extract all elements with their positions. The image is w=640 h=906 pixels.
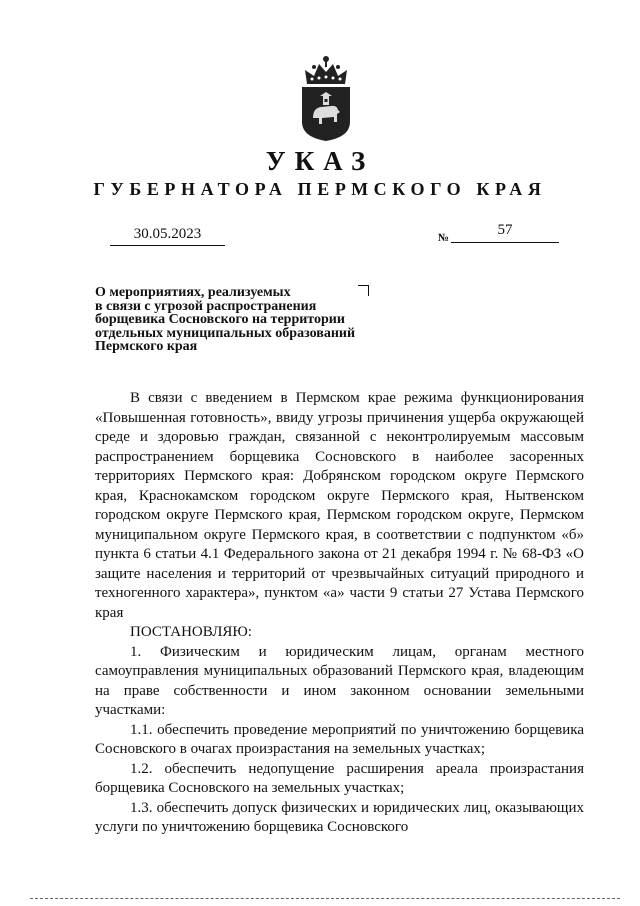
number-value: 57 (497, 222, 513, 238)
subject-line: О мероприятиях, реализуемых (95, 285, 291, 300)
decree-body (95, 389, 584, 838)
decree-number (451, 222, 559, 243)
clause-1-2: 1.2. обеспечить недопущение расширения ареала произрастания борщевика Сосновского на земельных участках; (95, 760, 584, 796)
clause-1-1: 1.1. обеспечить проведение мероприятий по уничтожению борщевика Сосновского в очагах произрастания на земельных участках; (95, 721, 584, 757)
page-bottom-edge (30, 898, 620, 899)
date-underline (110, 245, 225, 246)
number-underline (451, 242, 559, 243)
decree-title: УКАЗ (265, 146, 375, 176)
perm-krai-coat-of-arms-icon (297, 52, 355, 142)
decree-date (110, 226, 225, 246)
clause-1-3: 1.3. обеспечить допуск физических и юридических лиц, оказывающих услуги по уничтожению борщевика Сосновского (95, 799, 584, 835)
preamble-paragraph: В связи с введением в Пермском крае режима функционирования «Повышенная готовность», ввиду угрозы причинения ущерба окружающей среде и здоровью граждан, связанной с неконтролируемым массовым распространением борщевика Сосновского в наиболее засоренных территориях Пермского края: Добрянском городском округе Пермского края, Краснокамском городском округе Пермского края, Нытвенском городском округе Пермского края, Пермском городском округе, Пермском муниципальном округе Пермского края, в соответствии с подпунктом «б» пункта 6 статьи 4.1 Федерального закона от 21 декабря 1994 г. № 68-ФЗ «О защите населения и территорий от чрезвычайных ситуаций природного и техногенного характера», пунктом «а» части 9 статьи 27 Устава Пермского края (95, 390, 584, 621)
subject-line: Пермского края (95, 339, 198, 355)
subject-line: борщевика Сосновского на территории (95, 312, 345, 328)
subject-line: отдельных муниципальных образований (95, 325, 356, 341)
subject-line: в связи с угрозой распространения (95, 298, 317, 314)
number-sign: № (438, 232, 450, 244)
decree-keyword: ПОСТАНОВЛЯЮ: (130, 624, 252, 640)
clause-1: 1. Физическим и юридическим лицам, органам местного самоуправления муниципальных образований Пермского края, владеющим на праве собственности и ином законном основании земельными участками: (95, 643, 584, 718)
date-value: 30.05.2023 (133, 226, 202, 242)
subject-corner-mark (358, 285, 369, 296)
decree-subtitle: ГУБЕРНАТОРА ПЕРМСКОГО КРАЯ (93, 179, 547, 199)
decree-subject (95, 286, 395, 354)
